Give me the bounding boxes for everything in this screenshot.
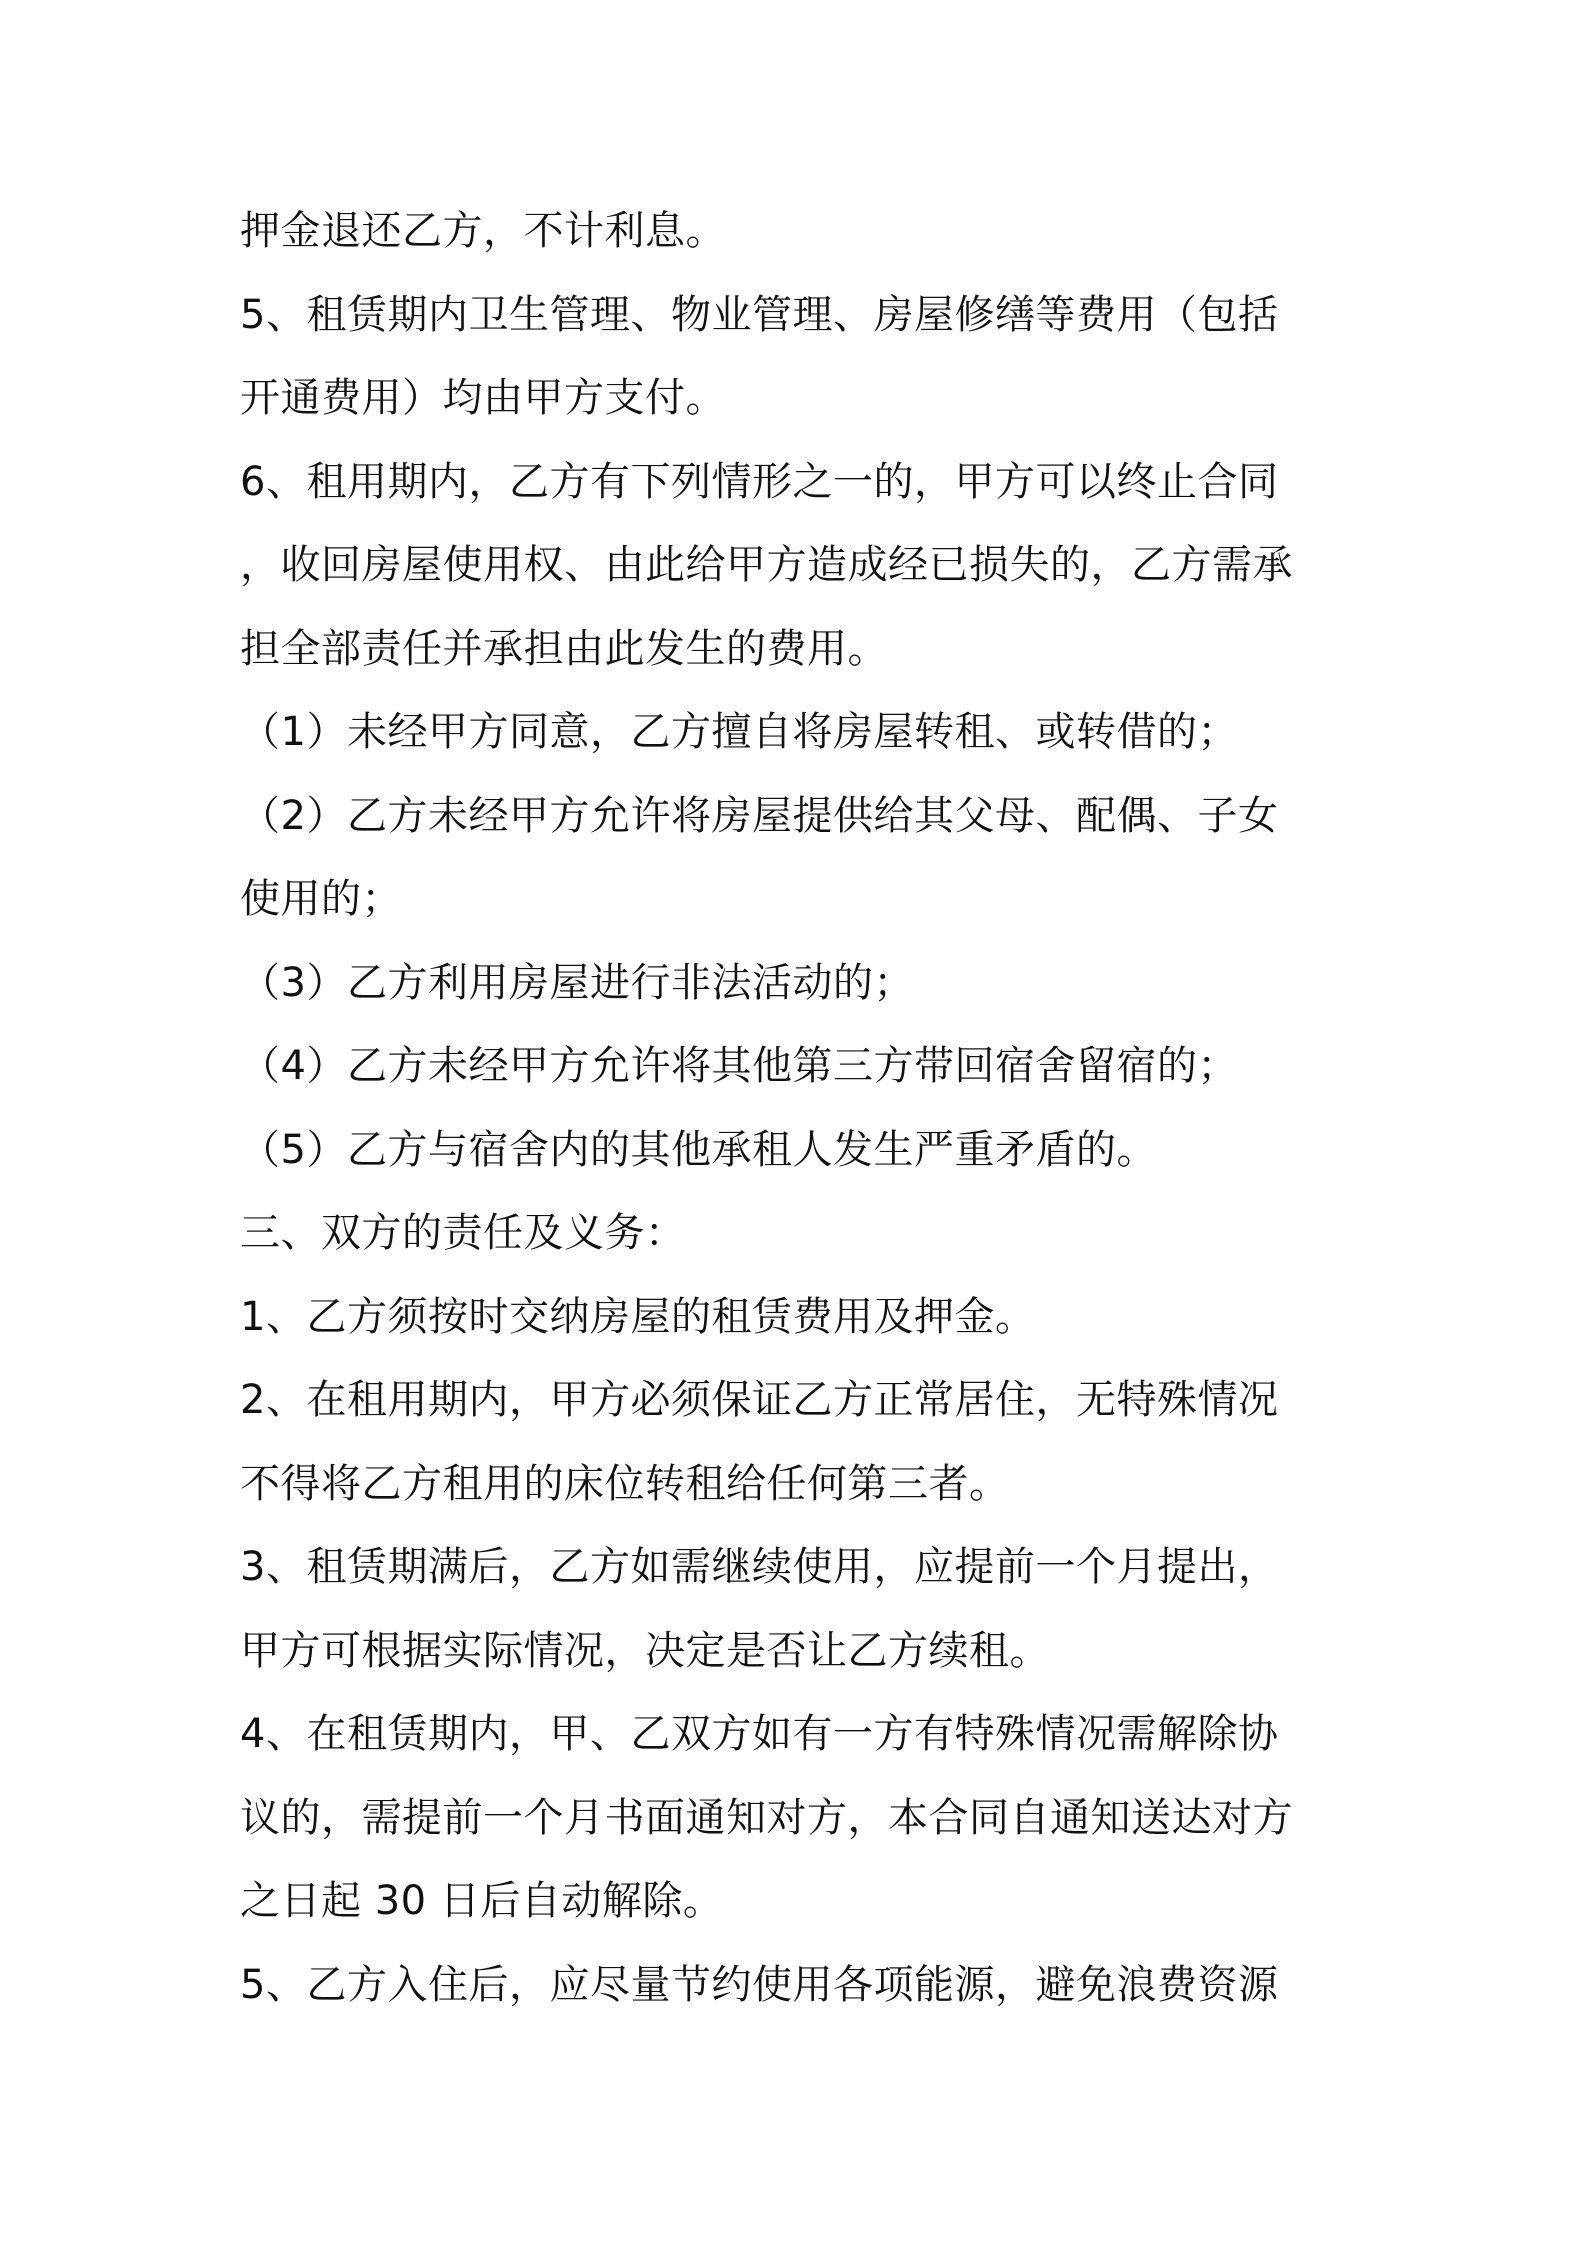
text-line: （3）乙方利用房屋进行非法活动的；: [240, 959, 914, 1006]
text-line: 议的，需提前一个月书面通知对方，本合同自通知送达对方: [240, 1794, 1293, 1841]
document-body: [240, 190, 1360, 2027]
text-line: 2、在租用期内，甲方必须保证乙方正常居住，无特殊情况: [240, 1377, 1279, 1423]
text-line: 5、租赁期内卫生管理、物业管理、房屋修缮等费用（包括: [240, 291, 1279, 338]
text-line: 不得将乙方租用的床位转租给任何第三者。: [240, 1460, 1010, 1507]
text-line: 使用的；: [240, 876, 402, 922]
text-line: （1）未经甲方同意，乙方擅自将房屋转租、或转借的；: [240, 709, 1238, 755]
text-line: 之日起 30 日后自动解除。: [240, 1878, 724, 1924]
text-line: 押金退还乙方，不计利息。: [240, 208, 726, 254]
text-line: 1、乙方须按时交纳房屋的租赁费用及押金。: [240, 1293, 1036, 1340]
text-line: 开通费用）均由甲方支付。: [240, 375, 726, 421]
text-line: ，收回房屋使用权、由此给甲方造成经已损失的，乙方需承: [240, 542, 1293, 588]
text-line: 4、在租赁期内，甲、乙双方如有一方有特殊情况需解除协: [240, 1711, 1279, 1757]
text-line: 3、租赁期满后，乙方如需继续使用，应提前一个月提出，: [240, 1544, 1279, 1590]
text-line: （5）乙方与宿舍内的其他承租人发生严重矛盾的。: [240, 1126, 1157, 1173]
text-line: （2）乙方未经甲方允许将房屋提供给其父母、配偶、子女: [240, 792, 1279, 839]
section-heading: 三、双方的责任及义务：: [240, 1210, 686, 1256]
text-line: 甲方可根据实际情况，决定是否让乙方续租。: [240, 1627, 1050, 1674]
text-line: 5、乙方入住后，应尽量节约使用各项能源，避免浪费资源: [240, 1961, 1279, 2008]
text-line: （4）乙方未经甲方允许将其他第三方带回宿舍留宿的；: [240, 1043, 1238, 1089]
text-line: 担全部责任并承担由此发生的费用。: [240, 625, 888, 672]
text-line: 6、租用期内，乙方有下列情形之一的，甲方可以终止合同: [240, 458, 1279, 505]
